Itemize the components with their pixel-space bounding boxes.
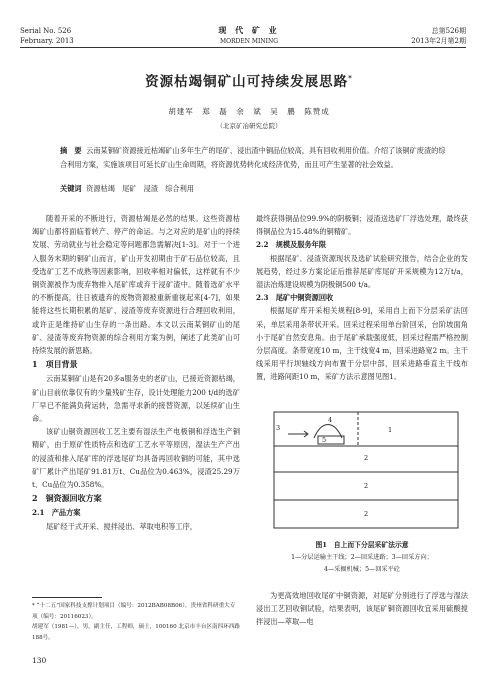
section-1-paragraph: 云南某铜矿山是有20多a服务史的老矿山，已接近资源枯竭，矿山目前依靠仅有的少量残矿生存，设计处理能力200 t/d的选矿厂早已不能满负荷运转，急需寻求新的接替资源，以延续矿山生命。 <box>32 374 240 424</box>
section-1-heading: 1 项目背景 <box>32 359 78 370</box>
figure-label-2: 2 <box>364 482 369 490</box>
figure-1-caption <box>256 539 468 573</box>
article-title: 资源枯竭铜矿山可持续发展思路* <box>145 73 353 90</box>
section-2-1-heading: 2.1 产品方案 <box>32 508 81 518</box>
header-rule <box>20 47 466 48</box>
figure-label-4: 4 <box>328 416 333 424</box>
figure-caption-line: 1—分层运输主干线；2—回采进路；3—回采方向； <box>291 554 433 561</box>
section-2-3-paragraph: 根据尾矿库开采相关规程[8-9]，采用自上而下分层采矿法回采，单层采用条带状开采。回采过程采用单台阶回采，台阶坡面角小于尾矿自然安息角。由于尾矿承载强度低，回采过程需严格控制分层高度。条带宽度10 m，主干线宽4 m，回采进路宽2 m。主干线采用平行坝轴线方向布置于分层中部，回采进路垂直主干线布置，进路间距10 m，采矿方法示意图见图1。 <box>256 306 468 382</box>
figure-caption-title: 图1 自上而下分层采矿法示意 <box>315 541 409 549</box>
figure-1-diagram <box>268 408 464 534</box>
right-column-continued <box>256 589 468 629</box>
after-figure-paragraph: 为更高效地回收尾矿中铜资源，对尾矿分别进行了浮选与湿法浸出工艺回收铜试验，结果表明，该尾矿铜资源回收宜采用硫酸搅拌浸出—萃取—电 <box>256 591 468 627</box>
section-2-heading: 2 铜资源回收方案 <box>32 493 102 504</box>
abstract <box>60 144 450 171</box>
abstract-text: 云南某铜矿资源接近枯竭矿山多年生产的尾矿、浸出渣中铜品位较高，具有回收利用价值。介绍了该铜矿废渣的综合利用方案，实施该项目可延长矿山生命周期，将资源优势转化成经济优势，而且可产生显著的社会效益。 <box>60 146 446 169</box>
figure-label-1: 1 <box>388 426 393 434</box>
section-1-paragraph: 该矿山铜资源回收工艺主要有湿法生产电极铜和浮选生产铜精矿，由于原矿性质特点和选矿工艺水平等原因，湿法生产产出的浸渣和排入尾矿库的浮选尾矿均具备再回收铜的可能，其中选矿厂累计产出尾矿91.81万t、Cu品位为0.463%，浸渣25.29万t、Cu品位为0.358%。 <box>32 427 240 490</box>
total-issue: 总第526期 <box>431 27 466 35</box>
issue-date: February. 2013 <box>20 37 74 45</box>
footnote-rule <box>32 597 102 598</box>
figure-label-3: 3 <box>276 424 281 432</box>
journal-name-en: MORDEN MINING <box>219 38 279 45</box>
keywords-text: 资源枯竭 尾矿 浸渣 综合利用 <box>86 184 194 193</box>
keywords <box>60 184 450 194</box>
abstract-label: 摘 要 <box>60 146 82 155</box>
footnote-funding: * “十二五”国家科技支撑计划项目（编号：2012BAB08B06），贵州省科研重大专项（编号：20116023）。 <box>32 603 236 620</box>
keywords-label: 关键词 <box>60 184 82 193</box>
left-column <box>32 212 240 533</box>
affiliation: （北京矿冶研究总院） <box>216 122 282 130</box>
serial-number: Serial No. 526 <box>20 27 72 35</box>
right-column <box>256 212 468 384</box>
section-2-3-heading: 2.3 尾矿中铜资源回收 <box>256 293 334 303</box>
figure-label-2: 2 <box>364 454 369 462</box>
issue-number: 2013年2月第2期 <box>411 37 466 45</box>
section-2-1-paragraph: 尾矿经干式开采、搅拌浸出、萃取电积等工序， <box>46 521 197 531</box>
section-2-2-heading: 2.2 规模及服务年限 <box>256 240 327 250</box>
figure-caption-line: 4—采掘机械；5—回采平砼 <box>324 566 400 573</box>
footnote-author: 胡建军（1981—），男，副主任，工程师，硕士，100160 北京市丰台区南四环西路188号。 <box>32 624 240 641</box>
intro-paragraph: 随着开采的不断进行，资源枯竭是必然的结果。这些资源枯竭矿山都将面临着转产、停产的命运。与之对应的是矿山的持续发展、劳动就业与社会稳定等问题都急需解决[1-3]。对于一个进入服务末期的铜矿山而言，矿山开发初期由于矿石品位较高，且受选矿工艺不成熟等因素影响，回收率相对偏低，这样就有不少铜资源被作为废弃物排入尾矿库或弃于浸矿渣中。随着选矿水平的不断提高，往日被遗弃的废物资源被重新重视起来[4-7]，如果能将这些长期积累的尾矿、浸渣等废弃资源进行合理回收利用，或许正是维持矿山生存的一条出路。本文以云南某铜矿山的尾矿、浸渣等废弃物资源的综合利用方案为例，阐述了此类矿山可持续发展的新思路。 <box>32 214 240 356</box>
footnotes <box>32 601 240 643</box>
journal-name-cn: 现 代 矿 业 <box>218 25 280 35</box>
author-list: 胡建军 郑 磊 余 斌 吴 鹏 陈赞成 <box>168 107 330 116</box>
figure-label-2: 2 <box>364 510 369 518</box>
continued-paragraph: 最终获得铜品位99.9%的阴极铜；浸渣送选矿厂浮选处理，最终获得铜品位为15.48%的铜精矿。 <box>256 214 468 237</box>
section-2-2-paragraph: 根据尾矿、浸渣资源现状及选矿试验研究报告，结合企业的发展趋势，经过多方案论证后推荐尾矿库尾矿开采规模为12万t/a，湿法冶炼建设规模为阴极铜500 t/a。 <box>256 253 468 290</box>
figure-label-5: 5 <box>322 436 327 444</box>
page-number: 130 <box>32 656 47 665</box>
